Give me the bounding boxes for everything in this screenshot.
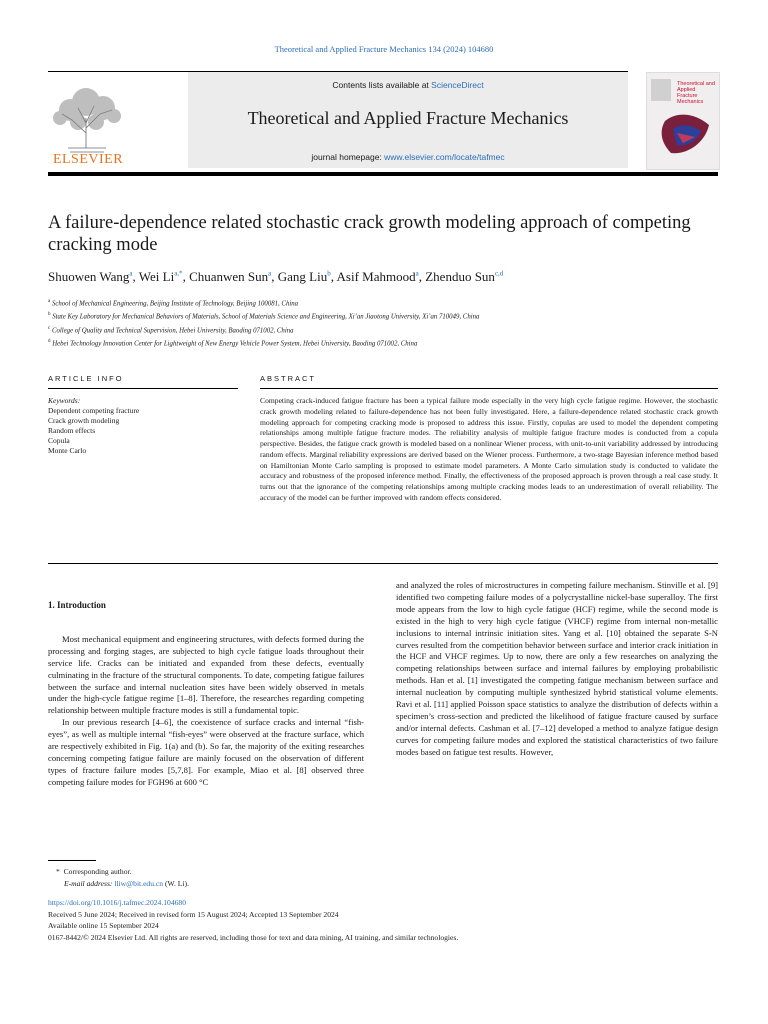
received-dates: Received 5 June 2024; Received in revised form 15 August 2024; Accepted 13 September 2024	[48, 909, 339, 919]
homepage-line	[188, 152, 628, 162]
author[interactable]: Zhenduo Sun$^{c,d}$	[425, 269, 504, 284]
author-sup[interactable]: a	[129, 269, 133, 278]
contents-line	[188, 80, 628, 90]
abstract-text: Competing crack-induced fatigue fracture has been a typical failure mode especially in the very high cycle fatigue regime. However, the stochastic crack growth modeling related to failure-dependence has not been fully investigated. Here, a failure-dependence related stochastic crack growth modeling approach for competing cracking mode is proposed to address this issue. Firstly, copulas are used to model the dependent competing relationships among multiple fatigue fracture modes. The reliability analysis of multiple fatigue fracture modes is conducted from a copula perspective. Besides, the fatigue crack growth is modeled based on a nonlinear Wiener process, with unit-to-unit variability addressed by introducing random effects. Marginal reliability expressions are derived based on the Wiener process. Furthermore, a two-stage Bayesian inference method based on Hamiltonian Monte Carlo sampling is proposed to estimate model parameters. A Monte Carlo simulation study is conducted to validate the accuracy and robustness of the proposed inference method. Finally, the effectiveness of the proposed approach is proven through a real case study. It turns out that the ignorance of the competing relationships among multiple cracking modes leads to an underestimation of overall reliability. The accuracy of the model can be further improved with random effects considered.	[260, 396, 718, 502]
abstract-heading: ABSTRACT	[260, 374, 317, 383]
keyword: Crack growth modeling	[48, 416, 120, 425]
keyword: Monte Carlo	[48, 446, 87, 455]
keyword: Random effects	[48, 426, 96, 435]
sciencedirect-link[interactable]: ScienceDirect	[431, 80, 484, 90]
author[interactable]: Shuowen Wang$^a$	[48, 269, 133, 284]
author[interactable]: Chuanwen Sun$^a$	[189, 269, 272, 284]
email-line	[48, 878, 728, 890]
cover-title: Theoretical and Applied Fracture Mechanics	[677, 81, 715, 105]
author[interactable]: Gang Liu$^b$	[277, 269, 331, 284]
copyright-line: 0167-8442/© 2024 Elsevier Ltd. All rights are reserved, including those for text and data mining, AI training, and similar technologies.	[48, 932, 459, 942]
affiliation: $^b$ State Key Laboratory for Mechanical Behaviors of Materials, School of Materials Science and Engineering, Xi’an Jiaotong University, Xi’an 710049, China	[48, 312, 480, 321]
article-info-rule	[48, 388, 238, 389]
homepage-link[interactable]: www.elsevier.com/locate/tafmec	[384, 152, 505, 162]
author-sup[interactable]: c,d	[494, 269, 504, 278]
abstract-bottom-rule	[48, 563, 718, 564]
author-list: Shuowen Wang$^a$, Wei $Li^{a,*}$, Chuanwen Sun$^a$, Gang Liu$^b$, Asif Mahmood$^a$, Zhenduo Sun$^{c,d}$	[48, 269, 504, 284]
intro-paragraph: Most mechanical equipment and engineering structures, with defects formed during the processing and forging stages, are subjected to high cycle fatigue loads throughout their service life. Cracks can be initiated and expanded from these defects, eventually culminating in the fracture of the structural components. To date, competing fatigue failures between the surface and internal nucleation sites have been widely observed in metals under the high-cycle fatigue regime [1–8]. Therefore, the researches regarding competing relationship between multiple fracture modes is still a fundamental topic.	[48, 633, 364, 716]
email-label: E-mail address:	[64, 878, 115, 888]
body-left-column	[48, 580, 364, 789]
intro-paragraph-continued: and analyzed the roles of microstructures in competing failure mechanism. Stinville et al. [9] identified two competing failure modes of a polycrystalline nickel-base superalloy. The first mode appears from the low to high cycle fatigue (HCF) regime, while the second mode is existed in the high to very high cycle fatigue (VHCF) regime from internal non-metallic inclusions to internal intrinsic initiation sites. Yang et al. [10] obtained the separate S-N curves resulted from the competition behavior between surface and interior crack initiation in the HCF and VHCF regimes. Up to now, there are only a few researches on analyzing the competing relationships between surface and internal failures by employing probabilistic methods. Han et al. [1] investigated the competing fatigue mechanism between surface and internal nucleation by computing multiple synthesized hybrid statistical volume elements. Ravi et al. [11] applied Poisson space statistics to analyze the distribution of defects within a specimen’s cross-section and predicted the likelihood of fatigue fracture caused by surface and/or internal defects. Cashman et al. [7–12] developed a method to analyze fatigue design curves for competing failure modes and explored the statistical characteristics of two failure modes based on fatigue test results. However,	[396, 580, 718, 757]
author[interactable]: Wei $Li^{a,*}$	[138, 269, 183, 284]
email-suffix: (W. Li).	[163, 878, 189, 888]
doi-link[interactable]: https://doi.org/10.1016/j.tafmec.2024.104680	[48, 898, 187, 907]
elsevier-wordmark: ELSEVIER	[52, 152, 124, 167]
author-sup[interactable]: a	[415, 269, 419, 278]
masthead	[48, 72, 628, 168]
author[interactable]: Asif Mahmood$^a$	[336, 269, 419, 284]
journal-name: Theoretical and Applied Fracture Mechanics	[247, 108, 569, 128]
abstract-rule	[260, 388, 718, 389]
affiliation: $^c$ College of Quality and Technical Supervision, Hebei University, Baoding 071002, China	[48, 325, 294, 334]
article-info-heading: ARTICLE INFO	[48, 374, 124, 383]
keyword: Copula	[48, 436, 70, 445]
keywords-block	[48, 396, 238, 456]
journal-cover[interactable]	[646, 72, 720, 170]
homepage-prefix: journal homepage:	[311, 152, 385, 162]
elsevier-logo	[48, 78, 128, 170]
footnote-rule	[48, 860, 96, 861]
corresponding-author-note: * Corresponding author.	[56, 867, 132, 876]
article-title: A failure-dependence related stochastic crack growth modeling approach of competing cracking mode	[48, 213, 691, 255]
author-sup[interactable]: a,*	[174, 269, 183, 278]
journal-citation[interactable]: Theoretical and Applied Fracture Mechanics 134 (2024) 104680	[274, 44, 494, 54]
email-link[interactable]: lliw@bit.edu.cn	[114, 878, 164, 888]
keyword: Dependent competing fracture	[48, 406, 140, 415]
contents-prefix: Contents lists available at	[332, 80, 432, 90]
available-online: Available online 15 September 2024	[48, 921, 159, 930]
affiliations	[48, 296, 728, 349]
affiliation: $^a$ School of Mechanical Engineering, Beijing Institute of Technology, Beijing 100081, China	[48, 299, 299, 308]
body-right-column	[396, 580, 718, 759]
intro-paragraph: In our previous research [4–6], the coexistence of surface cracks and internal “fish-eyes”, as well as multiple internal “fish-eyes” were observed at the fracture surface, which are respectively exhibited in Fig. 1(a) and (b). So far, the majority of the exiting researches concerning competing fatigue failure are mainly focused on the observation of different types of fracture failure modes [5,7,8]. For example, Miao et al. [8] observed three competing failure modes for FGH96 at 600 °C	[48, 717, 364, 787]
author-sup[interactable]: a	[268, 269, 272, 278]
masthead-thick-rule	[48, 172, 718, 176]
footnotes	[48, 866, 728, 943]
cover-art-icon	[647, 73, 719, 169]
section-heading-introduction: 1. Introduction	[48, 600, 106, 610]
affiliation: $^d$ Hebei Technology Innovation Center for Lightweight of New Energy Vehicle Power System, Hebei University, Baoding 071002, China	[48, 338, 418, 348]
journal-header-box	[188, 72, 628, 168]
author-sup[interactable]: b	[327, 269, 331, 278]
keywords-label: Keywords:	[48, 396, 81, 405]
